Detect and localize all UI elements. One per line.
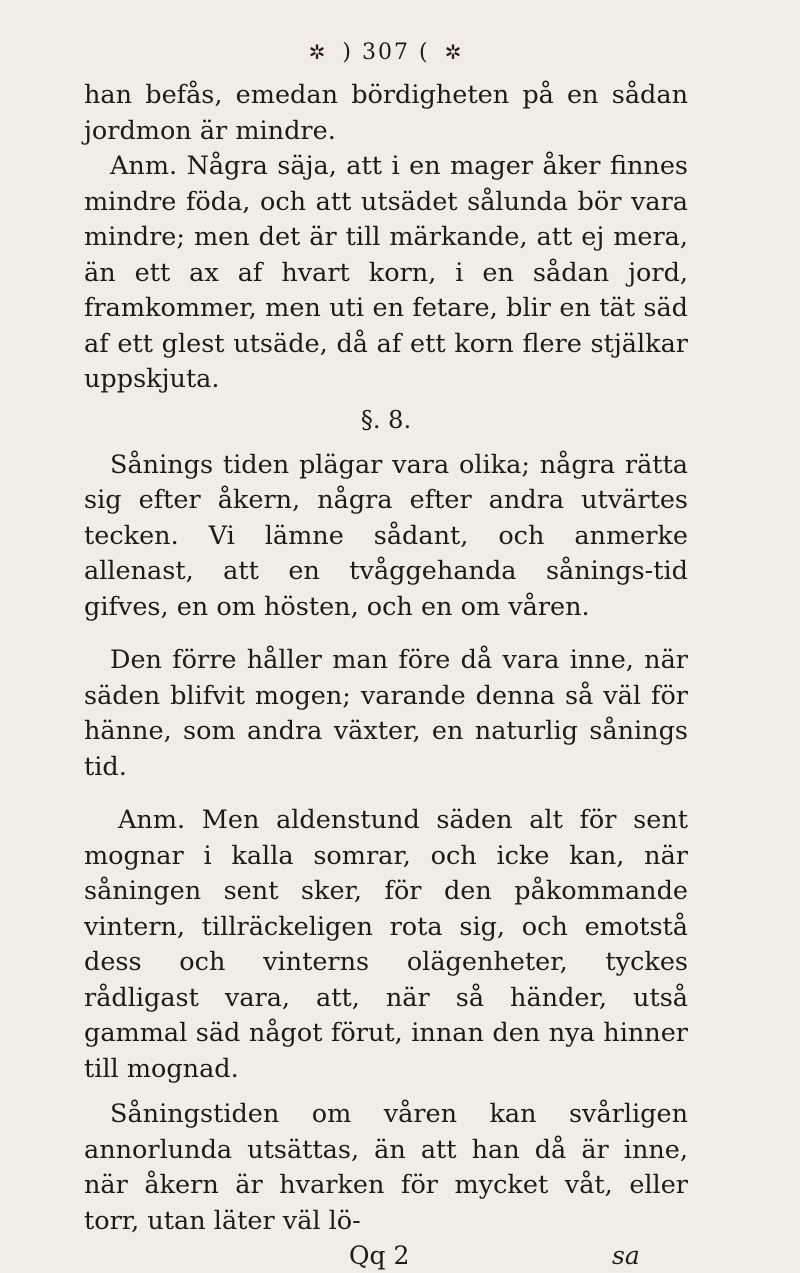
spacer (84, 785, 688, 803)
paragraph-6: Såningstiden om våren kan svårligen annorlunda utsättas, än att han då är inne, när åkern är hvarken för mycket våt, eller torr, utan läter väl lö- (84, 1099, 688, 1236)
page-header (84, 40, 688, 74)
paragraph-3: Sånings tiden plägar vara olika; några rätta sig efter åkern, några efter andra utvärtes tecken. Vi lämne sådant, och anmerke allenast, att en tvåggehanda sånings-tid gifves, en om hösten, och en om våren. (84, 449, 688, 622)
page-number: ) 307 ( (342, 40, 430, 65)
signature-mark: Qq 2 (349, 1241, 410, 1270)
spacer (84, 625, 688, 643)
ornament-right-icon: ✲ (444, 40, 464, 64)
ornament-left-icon: ✲ (308, 40, 328, 64)
paragraph-5-note: Anm. Men aldenstund säden alt för sent mognar i kalla somrar, och icke kan, när såningen sent sker, för den påkommande vintern, tillräckeligen rota sig, och emotstå dess och vinterns olägenheter, tyckes rådligast vara, att, när så händer, utså gammal säd något förut, innan den nya hinner till mognad. (84, 805, 688, 1084)
paragraph-4: Den förre håller man före då vara inne, när säden blifvit mogen; varande denna så väl för hänne, som andra växter, en naturlig sånings tid. (84, 645, 688, 782)
paragraph-1: han befås, emedan bördigheten på en sådan jordmon är mindre. (84, 80, 688, 146)
paragraph-2-note: Anm. Några säja, att i en mager åker finnes mindre föda, och att utsädet sålunda bör vara mindre; men det är till märkande, att ej mera, än ett ax af hvart korn, i en sådan jord, framkommer, men uti en fetare, blir en tät säd af ett glest utsäde, då af ett korn flere stjälkar uppskjuta. (84, 151, 688, 394)
spacer (84, 1087, 688, 1097)
catchword: sa (612, 1241, 640, 1270)
page-footer (84, 1239, 688, 1273)
section-heading: §. 8. (360, 405, 412, 434)
